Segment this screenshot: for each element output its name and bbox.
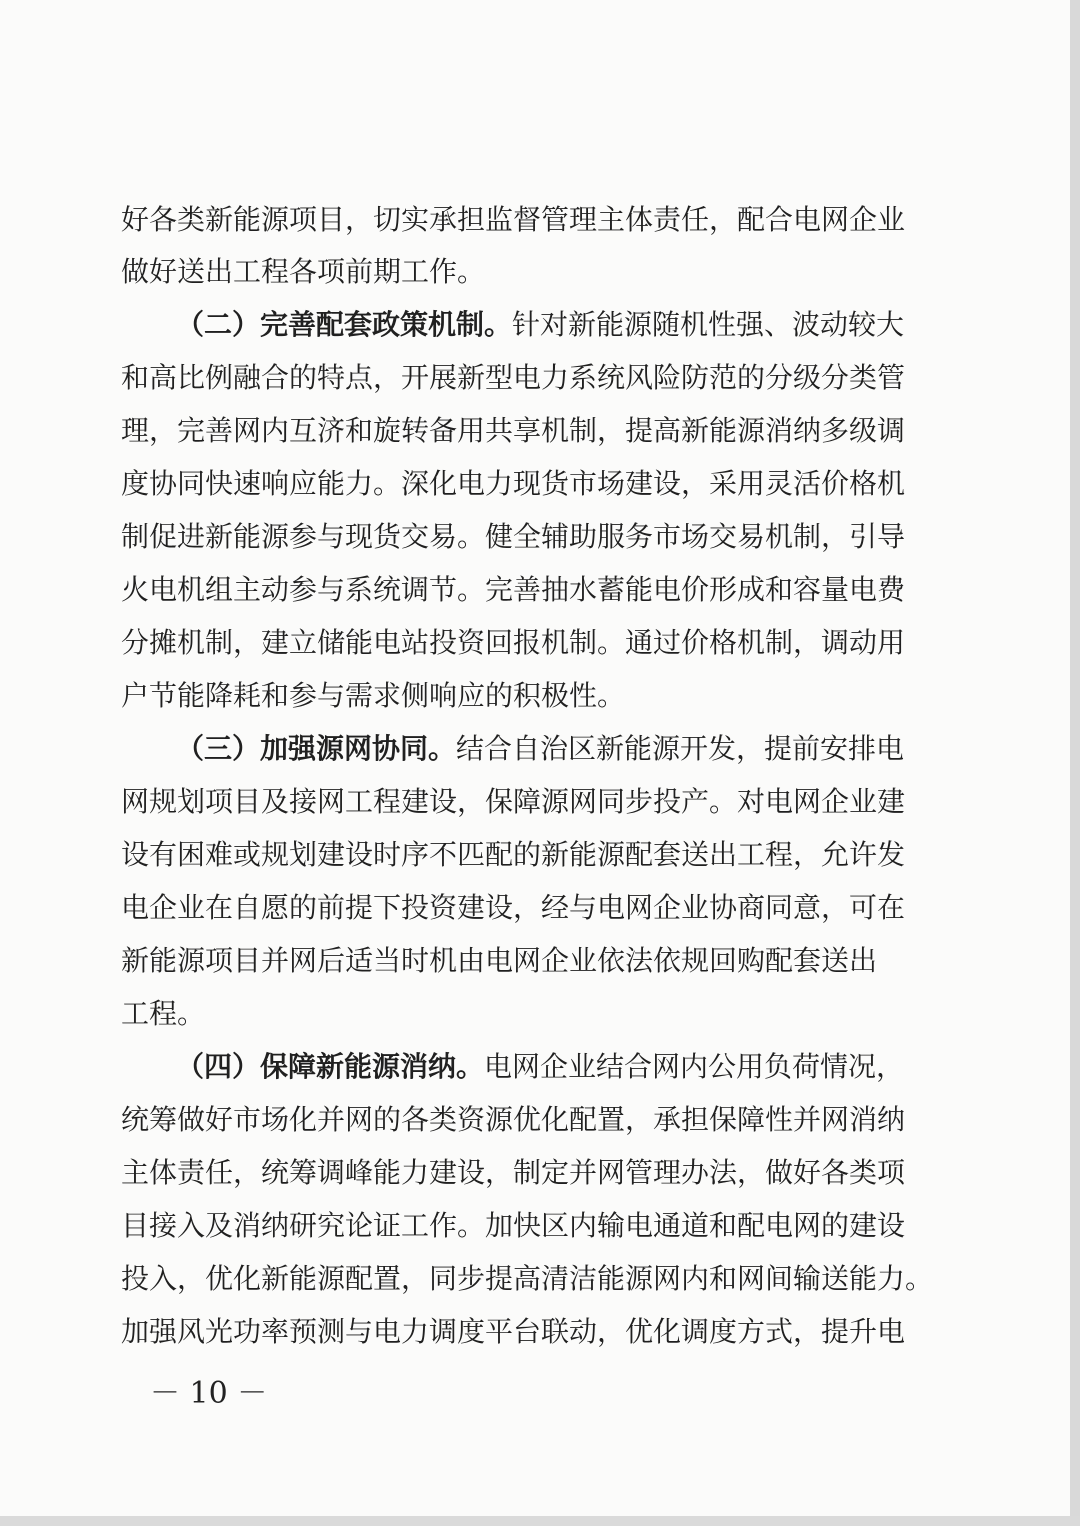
body-line: 理，完善网内互济和旋转备用共享机制，提高新能源消纳多级调 xyxy=(121,414,906,447)
body-line: 户节能降耗和参与需求侧响应的积极性。 xyxy=(121,679,626,712)
body-line: 分摊机制，建立储能电站投资回报机制。通过价格机制，调动用 xyxy=(121,626,906,659)
section-heading-line xyxy=(176,732,905,765)
body-line: 主体责任，统筹调峰能力建设，制定并网管理办法，做好各类项 xyxy=(121,1156,906,1189)
body-line: 和高比例融合的特点，开展新型电力系统风险防范的分级分类管 xyxy=(121,361,906,394)
section-heading-label: （二）完善配套政策机制。 xyxy=(176,308,513,341)
body-line: 网规划项目及接网工程建设，保障源网同步投产。对电网企业建 xyxy=(121,785,906,818)
scan-edge-bottom xyxy=(0,1516,1080,1526)
section-heading-line xyxy=(176,1050,905,1083)
body-line: 做好送出工程各项前期工作。 xyxy=(121,255,486,288)
section-heading-label: （三）加强源网协同。 xyxy=(176,732,457,765)
body-line: 投入，优化新能源配置，同步提高清洁能源网内和网间输送能力。 xyxy=(121,1262,934,1295)
body-line: 制促进新能源参与现货交易。健全辅助服务市场交易机制，引导 xyxy=(121,520,906,553)
body-line: 工程。 xyxy=(121,997,206,1030)
section-heading-line xyxy=(176,308,905,341)
body-line: 统筹做好市场化并网的各类资源优化配置，承担保障性并网消纳 xyxy=(121,1103,906,1136)
body-line: 设有困难或规划建设时序不匹配的新能源配套送出工程，允许发 xyxy=(121,838,906,871)
body-line: 火电机组主动参与系统调节。完善抽水蓄能电价形成和容量电费 xyxy=(121,573,906,606)
section-heading-text: 结合自治区新能源开发，提前安排电 xyxy=(456,732,905,765)
page-number: － 10 － xyxy=(150,1376,268,1411)
body-line: 新能源项目并网后适当时机由电网企业依法依规回购配套送出 xyxy=(121,944,878,977)
body-line: 电企业在自愿的前提下投资建设，经与电网企业协商同意，可在 xyxy=(121,891,906,924)
body-line: 目接入及消纳研究论证工作。加快区内输电通道和配电网的建设 xyxy=(121,1209,906,1242)
section-heading-label: （四）保障新能源消纳。 xyxy=(176,1050,485,1083)
scan-edge-right xyxy=(1070,0,1080,1526)
body-line: 好各类新能源项目，切实承担监督管理主体责任，配合电网企业 xyxy=(121,203,906,236)
body-line: 加强风光功率预测与电力调度平台联动，优化调度方式，提升电 xyxy=(121,1315,906,1348)
section-heading-text: 电网企业结合网内公用负荷情况， xyxy=(484,1050,905,1083)
body-line: 度协同快速响应能力。深化电力现货市场建设，采用灵活价格机 xyxy=(121,467,906,500)
section-heading-text: 针对新能源随机性强、波动较大 xyxy=(512,308,905,341)
